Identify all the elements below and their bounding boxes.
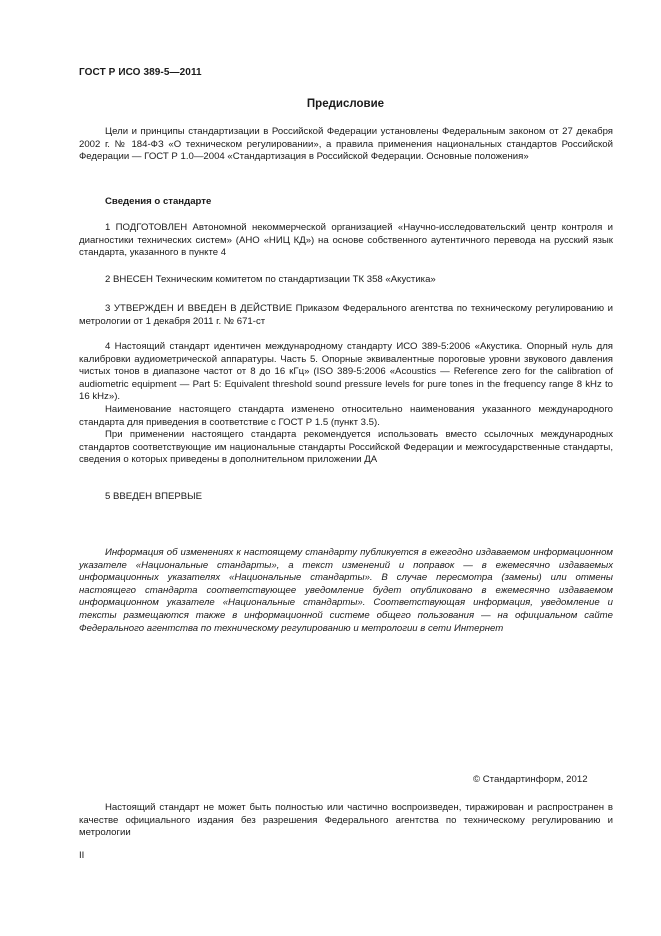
section-subheading: Сведения о стандарте [105,196,212,207]
amendments-notice [79,547,613,635]
item-5 [79,491,613,504]
amendments-notice-text: Информация об изменениях к настоящему стандарту публикуется в ежегодно издаваемом информационном указателе «Национальные стандарты», а текст изменений и поправок — в ежемесячно издаваемых информационных указателях «Национальные стандарты». В случае пересмотра (замены) или отмены настоящего стандарта соответствующее уведомление будет опубликовано в ежемесячно издаваемом информационном указателе «Национальные стандарты». Соответствующая информация, уведомление и тексты размещаются также в информационной системе общего пользования — на официальном сайте Федерального агентства по техническому регулированию и метрологии в сети Интернет [79,547,613,634]
rights-notice [79,802,613,840]
copyright-line: © Стандартинформ, 2012 [473,774,588,785]
document-code: ГОСТ Р ИСО 389-5—2011 [79,67,202,78]
item-4-reference-note: При применении настоящего стандарта рекомендуется использовать вместо ссылочных международных стандартов соответствующие им национальные стандарты Российской Федерации и межгосударственные стандарты, сведения о которых приведены в дополнительном приложении ДА [79,429,613,466]
item-4-text: 4 Настоящий стандарт идентичен международному стандарту ИСО 389-5:2006 «Акустика. Опорный нуль для калибровки аудиометрической аппаратуры. Часть 5. Опорные эквивалентные пороговые уровни звукового давления чистых тонов в диапазоне частот от 8 до 16 кГц» (ISO 389-5:2006 «Acoustics — Reference zero for the calibration of audiometric equipment — Part 5: Equivalent threshold sound pressure levels for pure tones in the frequency range 8 kHz to 16 kHz»). [79,341,613,403]
page-number: II [79,850,85,861]
item-1 [79,222,613,260]
item-4-rename-note: Наименование настоящего стандарта изменено относительно наименования указанного международного стандарта для приведения в соответствие с ГОСТ Р 1.5 (пункт 3.5). [79,403,613,428]
item-4 [79,341,613,467]
intro-paragraph: Цели и принципы стандартизации в Российской Федерации установлены Федеральным законом от 27 декабря 2002 г. № 184-ФЗ «О техническом регулировании», а правила применения национальных стандартов Российской Федерации — ГОСТ Р 1.0—2004 «Стандартизация в Российской Федерации. Основные положения» [79,126,613,163]
item-3-text: 3 УТВЕРЖДЕН И ВВЕДЕН В ДЕЙСТВИЕ Приказом Федерального агентства по техническому регулированию и метрологии от 1 декабря 2011 г. № 671-ст [79,303,613,327]
item-5-text: 5 ВВЕДЕН ВПЕРВЫЕ [105,491,203,502]
page-title: Предисловие [306,98,385,110]
rights-notice-text: Настоящий стандарт не может быть полностью или частично воспроизведен, тиражирован и распространен в качестве официального издания без разрешения Федерального агентства по техническому регулированию и метрологии [79,802,613,839]
item-3 [79,303,613,328]
item-1-text: 1 ПОДГОТОВЛЕН Автономной некоммерческой организацией «Научно-исследовательский центр контроля и диагностики технических систем» (АНО «НИЦ КД») на основе собственного аутентичного перевода на русский язык стандарта, указанного в пункте 4 [79,222,613,259]
item-2-text: 2 ВНЕСЕН Техническим комитетом по стандартизации ТК 358 «Акустика» [105,274,436,285]
item-2 [79,274,613,287]
intro-block [79,126,613,164]
